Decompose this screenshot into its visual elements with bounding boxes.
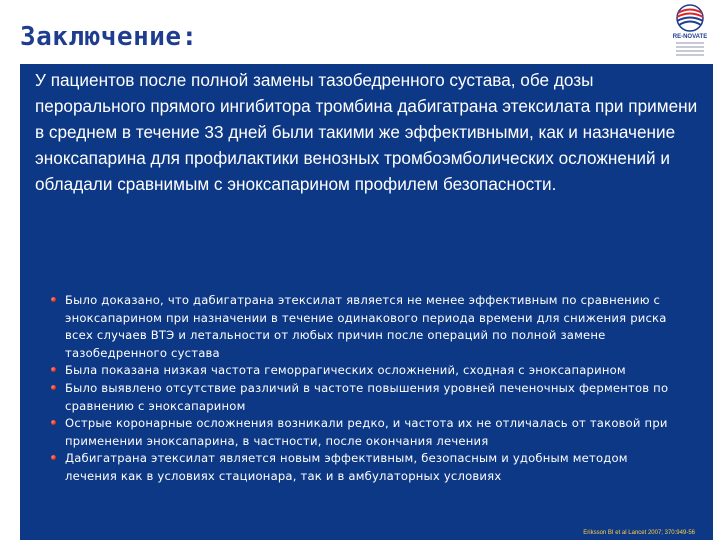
bullet-text: Была показана низкая частота геморрагических осложнений, сходная с эноксапарином: [65, 363, 626, 378]
bullet-icon: [51, 297, 56, 302]
bullet-item: [20, 415, 713, 450]
bullet-icon: [51, 455, 56, 460]
renovate-logo: [664, 4, 716, 62]
bullet-item: [20, 380, 713, 415]
citation: Eriksson BI et al Lancet 2007; 370:949-56: [583, 530, 695, 536]
logo-label: RE-NOVATE: [672, 34, 708, 40]
slide-title: Заключение:: [20, 22, 198, 52]
slide-header: [0, 0, 720, 64]
bullet-icon: [51, 420, 56, 425]
logo-decoration: [676, 42, 704, 58]
bullet-text: Дабигатрана этексилат является новым эффективным, безопасным и удобным методом лечения как в условиях стационара, так и в амбулаторных условиях: [65, 451, 628, 483]
bullet-text: Острые коронарные осложнения возникали редко, и частота их не отличалась от таковой при применении эноксапарина, в частности, после окончания лечения: [65, 416, 668, 448]
bullet-icon: [51, 367, 56, 372]
bullet-item: [20, 362, 713, 380]
bullet-text: Было доказано, что дабигатрана этексилат является не менее эффективным по сравнению с эноксапарином при назначении в течение одинакового периода времени для снижения риска всех случаев ВТЭ и летальности от любых причин после операций по полной замене тазобедренного сустава: [65, 293, 667, 360]
bullet-text: Было выявлено отсутствие различий в частоте повышения уровней печеночных ферментов по сравнению с эноксапарином: [65, 380, 669, 413]
bullet-item: [20, 292, 713, 362]
bullet-icon: [51, 385, 56, 390]
globe-icon: [664, 4, 716, 34]
bullet-list: [20, 292, 713, 486]
bullet-item: [20, 450, 713, 485]
summary-paragraph: У пациентов после полной замены тазобедренного сустава, обе дозы перорального прямого ингибитора тромбина дабигатрана этексилата при примени в среднем в течение 33 дней были такими же эффективными, как и назначение эноксапарина для профилактики венозных тромбоэмболических осложнений и обладали сравнимым с эноксапарином профилем безопасности.: [35, 70, 698, 194]
slide-body: [20, 64, 713, 540]
